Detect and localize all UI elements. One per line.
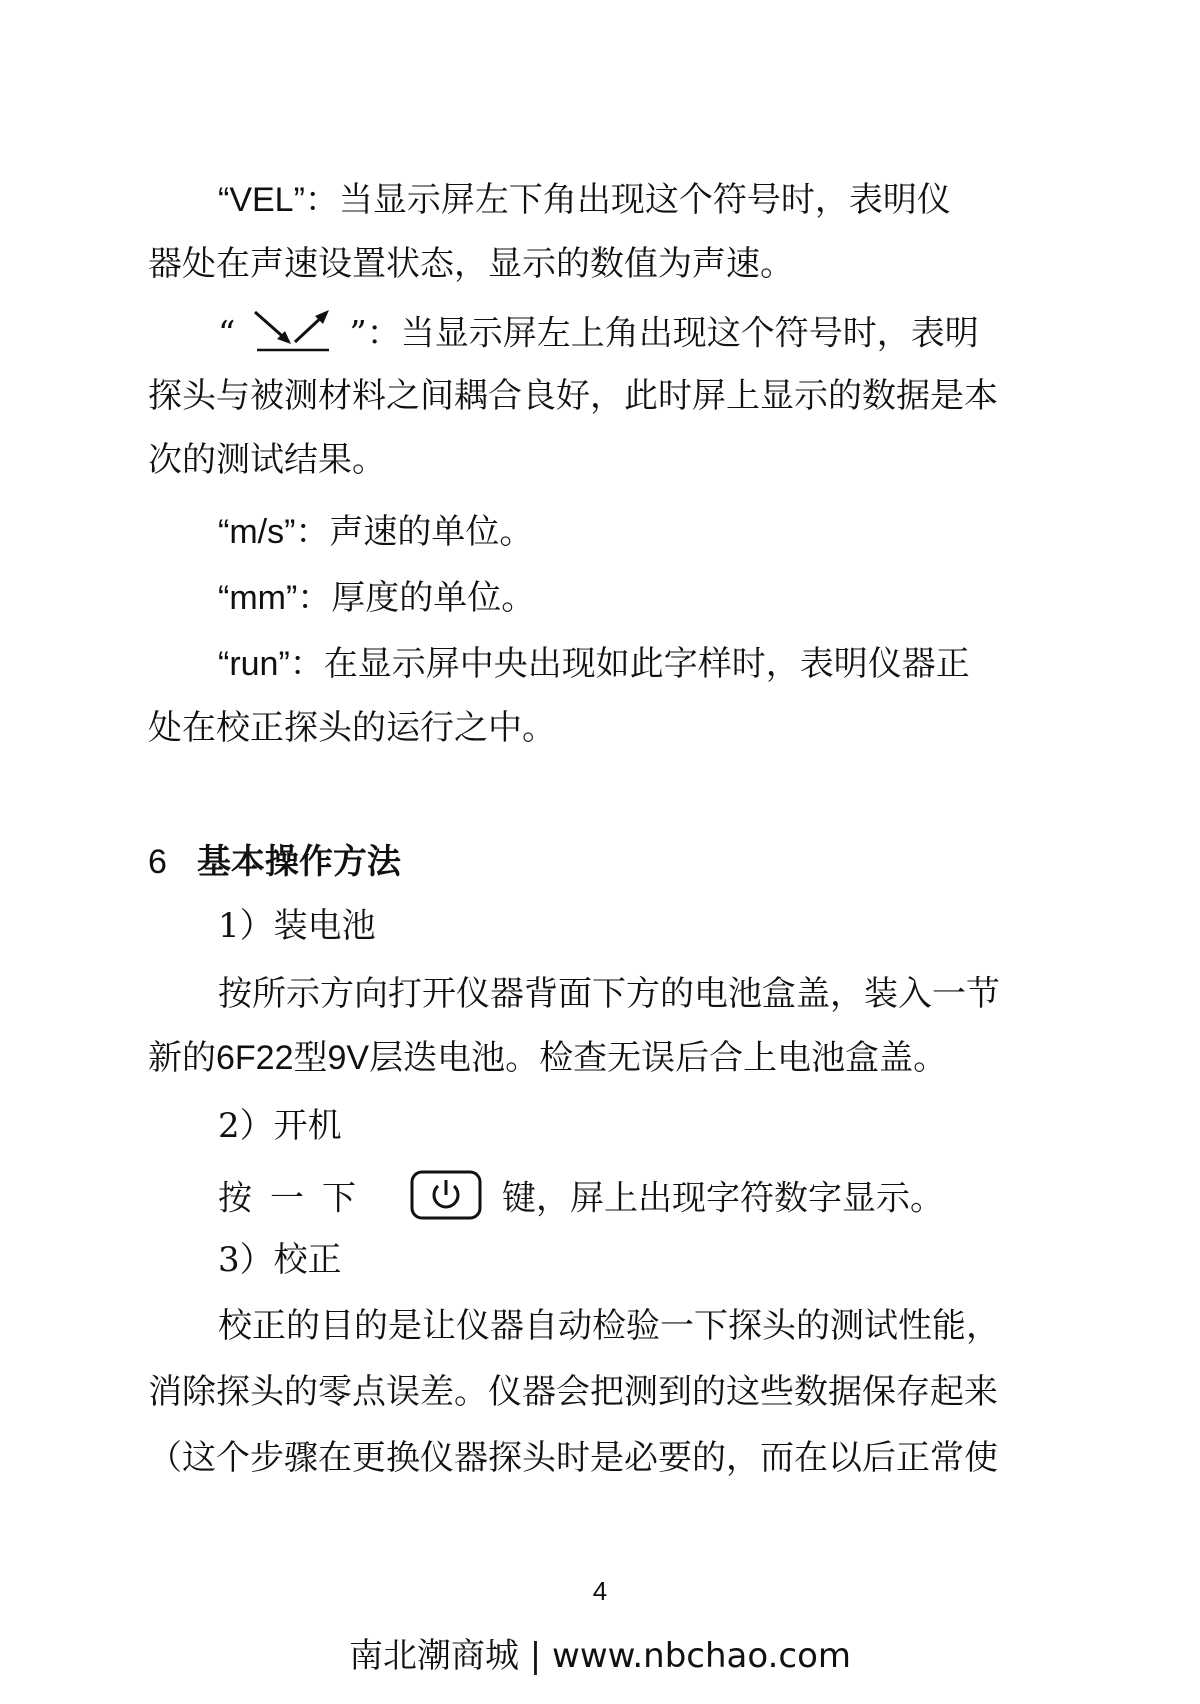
coupling-line-1 [218, 306, 1098, 365]
mm-term: “mm” [218, 579, 298, 617]
power-suffix: 键，屏上出现字符数字显示。 [502, 1178, 944, 1219]
battery-model: 6F22 [216, 1039, 294, 1077]
run-line-1 [218, 642, 1098, 686]
battery-voltage: 9V [327, 1039, 370, 1077]
coupling-line-3: 次的测试结果。 [148, 440, 386, 480]
section-title: 基本操作方法 [196, 842, 401, 882]
step-power-heading: 2）开机 [218, 1106, 342, 1146]
vel-line-1 [218, 178, 1098, 222]
step-calibrate-heading: 3）校正 [218, 1240, 342, 1280]
page-number: 4 [592, 1576, 608, 1606]
ms-line [218, 510, 1098, 554]
run-line-2: 处在校正探头的运行之中。 [148, 708, 556, 748]
vel-term: “VEL” [218, 181, 305, 219]
power-line [218, 1170, 1098, 1231]
coupling-arrows-icon [249, 306, 335, 365]
ms-text: ：声速的单位。 [295, 512, 534, 552]
run-text-1: ：在显示屏中央出现如此字样时，表明仪器正 [289, 644, 970, 684]
vel-text-1: ：当显示屏左下角出现这个符号时，表明仪 [304, 180, 951, 220]
section-heading [148, 840, 1028, 884]
footer-watermark: 南北潮商城 | www.nbchao.com [348, 1636, 851, 1676]
coupling-close-quote: ” [349, 313, 367, 354]
run-term: “run” [218, 645, 290, 683]
mm-text: ：厚度的单位。 [297, 578, 536, 618]
battery-text-c: 型 [293, 1038, 328, 1078]
power-prefix: 按一下 [218, 1178, 374, 1219]
vel-line-2: 器处在声速设置状态，显示的数值为声速。 [148, 244, 794, 284]
calibrate-line-2: 消除探头的零点误差。仪器会把测到的这些数据保存起来 [148, 1372, 998, 1412]
coupling-line-2: 探头与被测材料之间耦合良好，此时屏上显示的数据是本 [148, 376, 998, 416]
step-battery-heading: 1）装电池 [218, 906, 376, 946]
calibrate-line-1: 校正的目的是让仪器自动检验一下探头的测试性能， [218, 1306, 1000, 1346]
calibrate-line-3: （这个步骤在更换仪器探头时是必要的，而在以后正常使 [148, 1438, 998, 1478]
coupling-text-1: ：当显示屏左上角出现这个符号时，表明 [366, 313, 979, 354]
battery-text-e: 层迭电池。检查无误后合上电池盒盖。 [369, 1038, 948, 1078]
battery-line-1: 按所示方向打开仪器背面下方的电池盒盖，装入一节 [218, 974, 1000, 1014]
battery-text-a: 新的 [148, 1038, 216, 1078]
mm-line [218, 576, 1098, 620]
coupling-open-quote: “ [218, 313, 236, 354]
ms-term: “m/s” [218, 513, 296, 551]
battery-line-2 [148, 1036, 1028, 1080]
section-number: 6 [148, 843, 167, 881]
power-button-icon [410, 1170, 482, 1231]
